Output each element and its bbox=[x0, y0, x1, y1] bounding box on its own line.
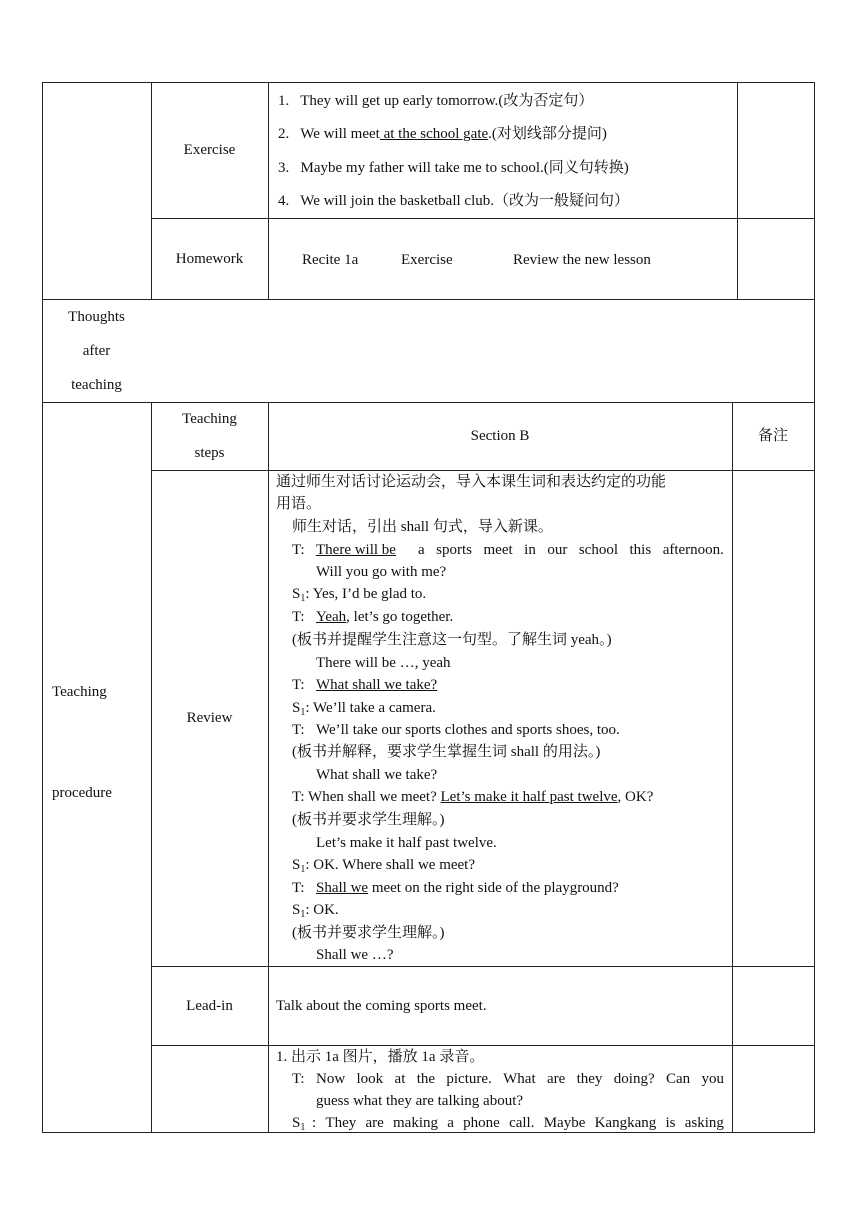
review-line-2: 用语。 bbox=[276, 496, 322, 512]
review-line-4-underline: There will be bbox=[316, 542, 396, 558]
review-line-10: What shall we take? bbox=[316, 677, 438, 693]
review-line-21: (板书并要求学生理解。) bbox=[292, 925, 445, 941]
review-line-4-rest: a sports meet in our school this afternoon. bbox=[418, 542, 724, 558]
review-line-18: $S_1$: OK. Where shall we meet? bbox=[292, 857, 476, 875]
review-line-20: $S_1$: OK. bbox=[292, 902, 339, 920]
review-line-12: We’ll take our sports clothes and sports shoes, too. bbox=[316, 722, 620, 738]
procedure-label-1: Teaching bbox=[52, 684, 107, 700]
rule-left bbox=[42, 82, 43, 1133]
review-line-1: 通过师生对话讨论运动会，导入本课生词和表达约定的功能 bbox=[276, 474, 667, 490]
next-line-4-speaker: $S_1$ bbox=[292, 1115, 306, 1133]
review-line-16: (板书并要求学生理解。) bbox=[292, 812, 445, 828]
procedure-label-2: procedure bbox=[52, 785, 112, 801]
rule-col3-lower bbox=[732, 402, 733, 1133]
review-line-17: Let’s make it half past twelve. bbox=[316, 835, 497, 851]
review-line-3: 师生对话，引出 shall 句式，导入新课。 bbox=[292, 519, 553, 535]
rule-col3-upper bbox=[737, 82, 738, 300]
rule-col2 bbox=[268, 82, 269, 300]
review-line-5: Will you go with me? bbox=[316, 564, 447, 580]
exercise-item-3: 3. Maybe my father will take me to school.(同义句转换) bbox=[278, 160, 629, 176]
review-line-11: $S_1$: We’ll take a camera. bbox=[292, 700, 436, 718]
rule-col2-lower bbox=[268, 402, 269, 1133]
exercise-label: Exercise bbox=[183, 142, 236, 158]
review-line-15: T: When shall we meet? Let’s make it half past twelve, OK? bbox=[292, 789, 654, 805]
homework-label: Homework bbox=[175, 250, 244, 267]
review-line-19: Shall we meet on the right side of the playground? bbox=[316, 880, 619, 896]
review-line-14: What shall we take? bbox=[316, 767, 438, 783]
exercise-item-4: 4. We will join the basketball club.（改为一般疑问句） bbox=[278, 193, 629, 209]
rule-homework-thoughts bbox=[42, 299, 814, 300]
rule-right bbox=[814, 82, 815, 1133]
homework-item-3: Review the new lesson bbox=[513, 252, 651, 268]
homework-item-2: Exercise bbox=[401, 252, 453, 268]
thoughts-label: Thoughts after teaching bbox=[68, 308, 125, 393]
review-line-7: Yeah, let’s go together. bbox=[316, 609, 454, 625]
review-line-4-speaker: T: bbox=[292, 542, 305, 558]
review-line-7-speaker: T: bbox=[292, 609, 305, 625]
review-label: Review bbox=[186, 710, 233, 726]
next-line-1: 1. 出示 1a 图片，播放 1a 录音。 bbox=[276, 1049, 485, 1065]
review-line-8: (板书并提醒学生注意这一句型。了解生词 yeah。) bbox=[292, 632, 612, 648]
leadin-text: Talk about the coming sports meet. bbox=[276, 998, 487, 1014]
review-line-9: There will be …, yeah bbox=[316, 655, 451, 671]
next-line-4: : They are making a phone call. Maybe Kangkang is asking bbox=[312, 1115, 724, 1131]
review-line-19-speaker: T: bbox=[292, 880, 305, 896]
next-line-2-speaker: T: bbox=[292, 1071, 305, 1087]
review-line-12-speaker: T: bbox=[292, 722, 305, 738]
review-line-6: $S_1$: Yes, I’d be glad to. bbox=[292, 586, 427, 604]
review-line-13: (板书并解释，要求学生掌握生词 shall 的用法。) bbox=[292, 744, 601, 760]
review-line-10-speaker: T: bbox=[292, 677, 305, 693]
exercise-item-1: 1. They will get up early tomorrow.(改为否定句） bbox=[278, 93, 594, 109]
header-section: Section B bbox=[470, 428, 530, 444]
header-notes: 备注 bbox=[757, 428, 788, 444]
review-line-22: Shall we …? bbox=[316, 947, 394, 963]
next-line-2: Now look at the picture. What are they doing? Can you bbox=[316, 1071, 724, 1087]
leadin-label: Lead-in bbox=[186, 997, 233, 1014]
homework-item-1: Recite 1a bbox=[302, 252, 359, 268]
header-teaching-steps: Teaching steps bbox=[182, 411, 237, 461]
exercise-item-2: 2. We will meet at the school gate.(对划线部分提问) bbox=[278, 126, 607, 142]
next-line-3: guess what they are talking about? bbox=[316, 1093, 524, 1109]
